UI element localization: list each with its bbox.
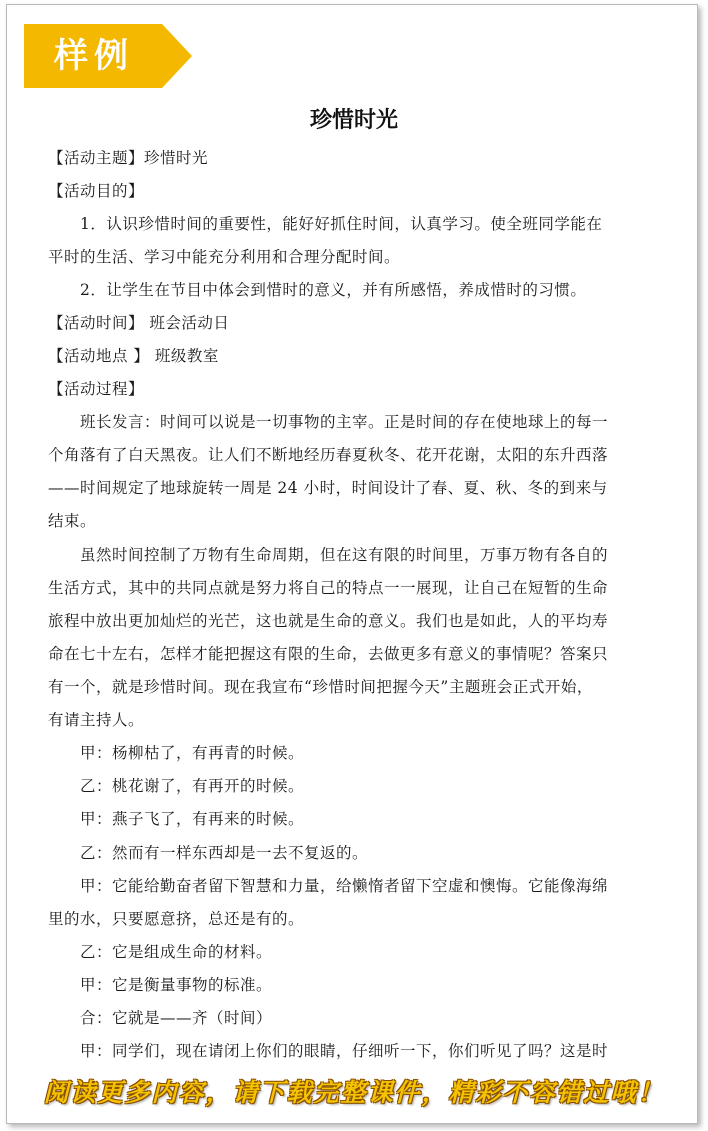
dialogue-line: 甲：同学们，现在请闭上你们的眼睛，仔细听一下，你们听见了吗？这是时 <box>80 1042 609 1060</box>
line-purpose-heading: 【活动目的】 <box>48 182 145 200</box>
paragraph-line: 个角落有了白天黑夜。让人们不断地经历春夏秋冬、花开花谢，太阳的东升西落 <box>48 446 609 464</box>
line-purpose-1b: 平时的生活、学习中能充分利用和合理分配时间。 <box>48 248 401 266</box>
dialogue-line: 乙：它是组成生命的材料。 <box>80 943 273 961</box>
line-time: 【活动时间】 班会活动日 <box>48 314 230 332</box>
paragraph-line: 有请主持人。 <box>48 711 145 729</box>
paragraph-line: 命在七十左右，怎样才能把握这有限的生命，去做更多有意义的事情呢？答案只 <box>48 645 609 663</box>
dialogue-line: 甲：它是衡量事物的标准。 <box>80 976 273 994</box>
paragraph-line: 结束。 <box>48 512 97 530</box>
paragraph-line: 有一个，就是珍惜时间。现在我宣布“珍惜时间把握今天”主题班会正式开始， <box>48 678 593 696</box>
sample-badge <box>24 24 192 88</box>
sample-badge-label: 样例 <box>54 36 134 76</box>
line-purpose-1a: 1．认识珍惜时间的重要性，能好好抓住时间，认真学习。使全班同学能在 <box>80 215 603 233</box>
dialogue-line: 里的水，只要愿意挤，总还是有的。 <box>48 910 305 928</box>
paragraph-line: 旅程中放出更加灿烂的光芒，这也就是生命的意义。我们也是如此，人的平均寿 <box>48 612 609 630</box>
line-purpose-2: 2．让学生在节目中体会到惜时的意义，并有所感悟，养成惜时的习惯。 <box>80 281 587 299</box>
paragraph-line: ——时间规定了地球旋转一周是 24 小时，时间设计了春、夏、秋、冬的到来与 <box>48 479 608 497</box>
line-theme: 【活动主题】珍惜时光 <box>48 149 209 167</box>
paragraph-line: 班长发言：时间可以说是一切事物的主宰。正是时间的存在使地球上的每一 <box>80 413 609 431</box>
document-title: 珍惜时光 <box>309 108 398 133</box>
paragraph-line: 虽然时间控制了万物有生命周期，但在这有限的时间里，万事万物有各自的 <box>80 546 609 564</box>
dialogue-line: 乙：桃花谢了，有再开的时候。 <box>80 777 305 795</box>
dialogue-line: 合：它就是——齐（时间） <box>80 1009 273 1027</box>
dialogue-line: 甲：燕子飞了，有再来的时候。 <box>80 810 305 828</box>
line-process-heading: 【活动过程】 <box>48 380 145 398</box>
line-place: 【活动地点 】 班级教室 <box>48 347 219 365</box>
dialogue-line: 乙：然而有一样东西却是一去不复返的。 <box>80 844 369 862</box>
download-promo-banner[interactable]: 阅读更多内容，请下载完整课件，精彩不容错过哦！ <box>43 1078 665 1107</box>
dialogue-line: 甲：它能给勤奋者留下智慧和力量，给懒惰者留下空虚和懊悔。它能像海绵 <box>80 877 609 895</box>
paragraph-line: 生活方式，其中的共同点就是努力将自己的特点一一展现，让自己在短暂的生命 <box>48 579 609 597</box>
dialogue-line: 甲：杨柳枯了，有再青的时候。 <box>80 744 305 762</box>
